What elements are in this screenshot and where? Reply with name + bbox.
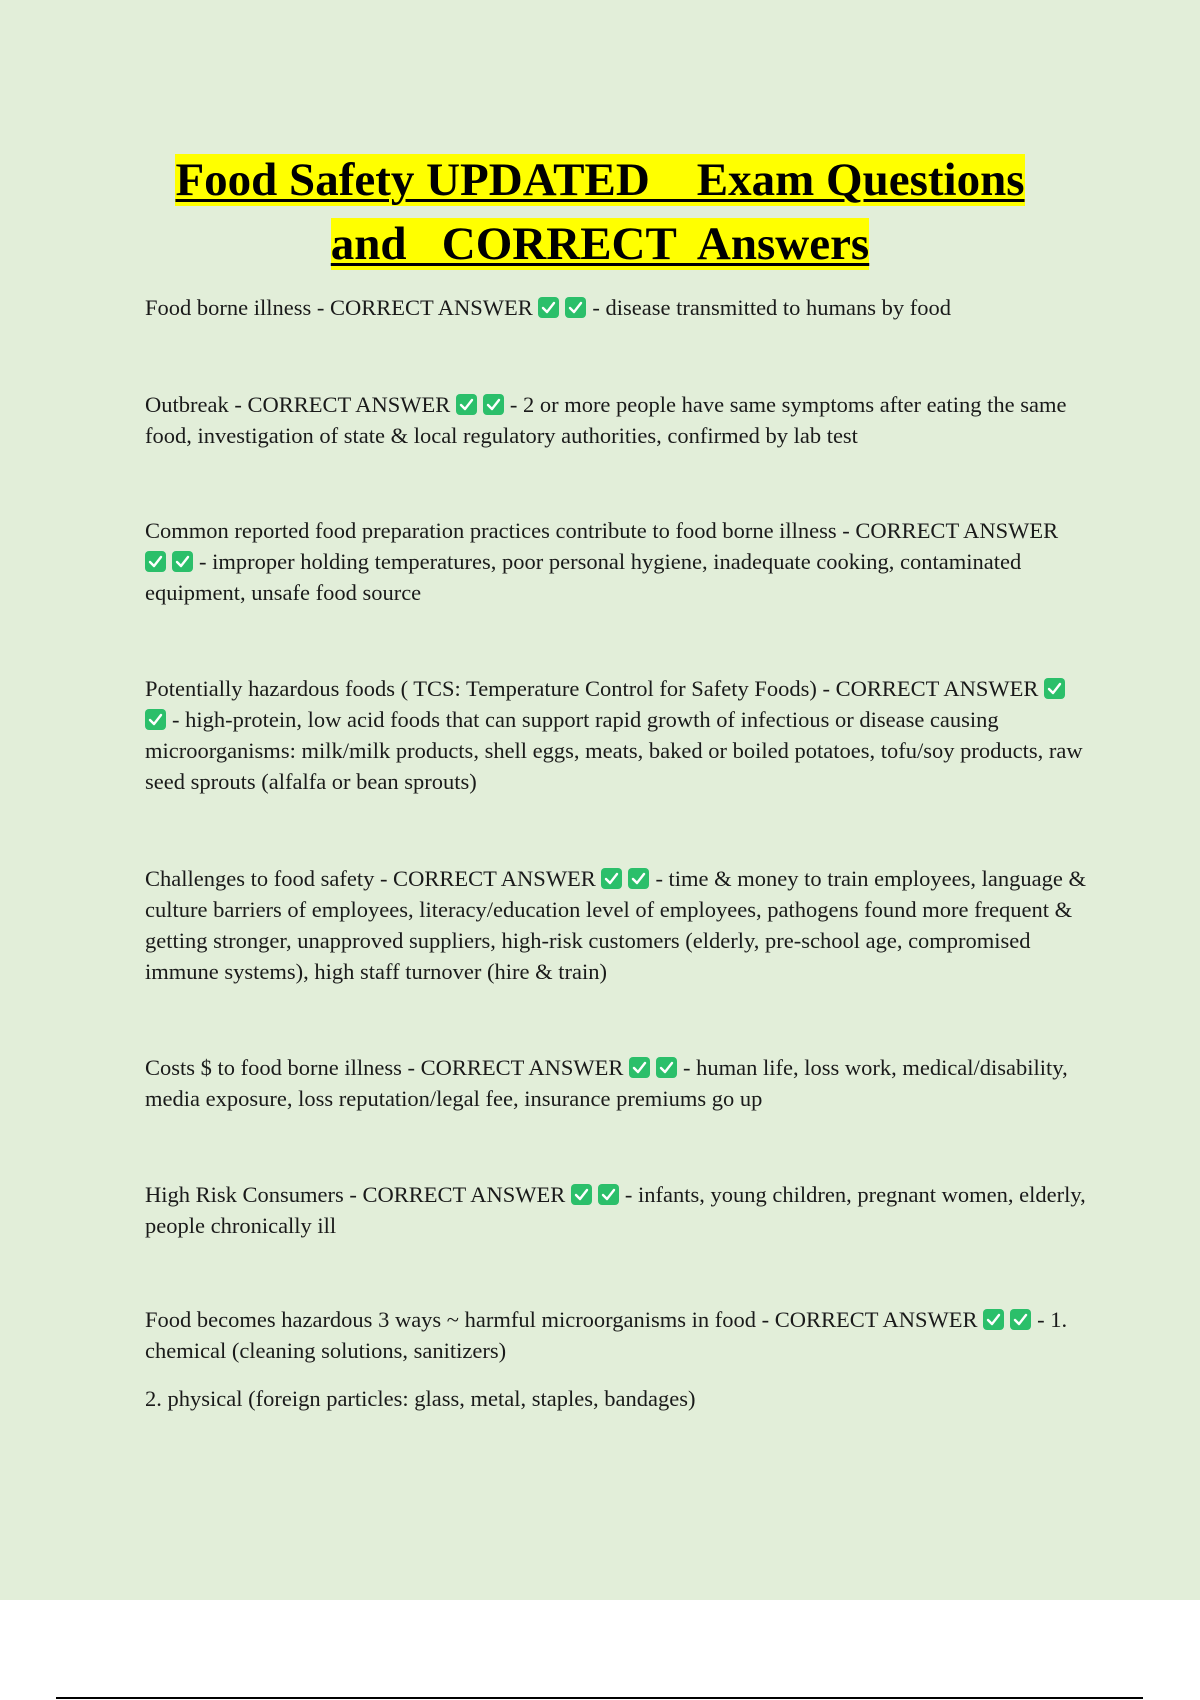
green-checkmark-icon (538, 297, 559, 318)
green-checkmark-icon (571, 1184, 592, 1205)
qa-term: High Risk Consumers - CORRECT ANSWER (145, 1182, 566, 1207)
continuation-text: 2. physical (foreign particles: glass, metal, staples, bandages) (145, 1386, 696, 1411)
qa-term: Challenges to food safety - CORRECT ANSWER (145, 866, 596, 891)
title-line-2: and CORRECT Answers (330, 218, 870, 270)
green-checkmark-icon (483, 394, 504, 415)
green-checkmark-icon (598, 1184, 619, 1205)
qa-answer: - 2 or more people have same symptoms after eating the same food, investigation of state & local regulatory authorities, confirmed by lab test (145, 392, 1067, 448)
qa-item-8 (145, 1304, 1090, 1366)
qa-item-3 (145, 515, 1090, 608)
qa-answer: - improper holding temperatures, poor personal hygiene, inadequate cooking, contaminated equipment, unsafe food source (145, 549, 1022, 605)
green-checkmark-icon (456, 394, 477, 415)
qa-answer: - time & money to train employees, language & culture barriers of employees, literacy/education level of employees, pathogens found more frequent & getting stronger, unapproved suppliers, high-risk customers (elderly, pre-school age, compromised immune systems), high staff turnover (hire & train) (145, 866, 1086, 984)
qa-item-4 (145, 673, 1090, 797)
qa-term: Potentially hazardous foods ( TCS: Temperature Control for Safety Foods) - CORRECT ANSWER (145, 676, 1039, 701)
green-checkmark-icon (601, 868, 622, 889)
qa-answer: - human life, loss work, medical/disability, media exposure, loss reputation/legal fee, insurance premiums go up (145, 1055, 1068, 1111)
qa-continuation (145, 1383, 1090, 1414)
footer-divider (56, 1697, 1143, 1699)
qa-item-6 (145, 1052, 1090, 1114)
qa-term: Common reported food preparation practices contribute to food borne illness - CORRECT ANSWER (145, 518, 1059, 543)
title-line-1: Food Safety UPDATED Exam Questions (175, 154, 1025, 206)
qa-item-5 (145, 863, 1090, 987)
green-checkmark-icon (1010, 1309, 1031, 1330)
qa-term: Outbreak - CORRECT ANSWER (145, 392, 451, 417)
green-checkmark-icon (629, 1057, 650, 1078)
qa-answer: - high-protein, low acid foods that can support rapid growth of infectious or disease causing microorganisms: milk/milk products, shell eggs, meats, baked or boiled potatoes, tofu/soy products, raw seed sprouts (alfalfa or bean sprouts) (145, 707, 1083, 794)
qa-term: Food borne illness - CORRECT ANSWER (145, 295, 533, 320)
qa-item-7 (145, 1179, 1090, 1241)
qa-answer: - disease transmitted to humans by food (592, 295, 952, 320)
green-checkmark-icon (656, 1057, 677, 1078)
qa-answer: - infants, young children, pregnant women, elderly, people chronically ill (145, 1182, 1086, 1238)
qa-item-2 (145, 389, 1090, 451)
green-checkmark-icon (983, 1309, 1004, 1330)
green-checkmark-icon (145, 551, 166, 572)
qa-item-1 (145, 292, 1090, 323)
green-checkmark-icon (172, 551, 193, 572)
green-checkmark-icon (628, 868, 649, 889)
qa-answer: - 1. chemical (cleaning solutions, sanitizers) (145, 1307, 1068, 1363)
document-title (0, 148, 1200, 276)
green-checkmark-icon (1044, 678, 1065, 699)
qa-term: Food becomes hazardous 3 ways ~ harmful microorganisms in food - CORRECT ANSWER (145, 1307, 978, 1332)
green-checkmark-icon (145, 709, 166, 730)
green-checkmark-icon (565, 297, 586, 318)
qa-term: Costs $ to food borne illness - CORRECT ANSWER (145, 1055, 624, 1080)
